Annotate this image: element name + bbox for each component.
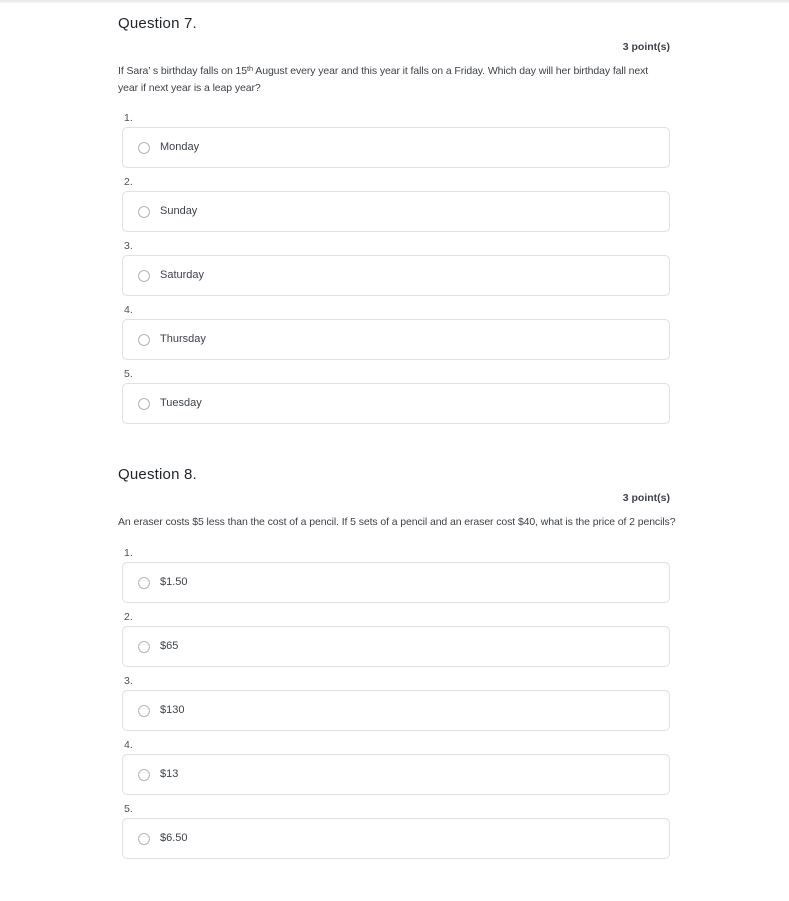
answer-option[interactable] — [122, 191, 670, 232]
option-label: Sunday — [160, 205, 198, 217]
option-label: Tuesday — [160, 397, 202, 409]
question-text-part: If Sara’ s birthday falls on 15 — [118, 65, 247, 77]
question-text-part: August every year and this year it falls on a Friday. Which day will her birthday fall next year if next year is a leap year? — [118, 65, 649, 94]
option-label: $6.50 — [160, 832, 188, 844]
option-row — [122, 112, 670, 168]
option-row — [122, 176, 670, 232]
radio-button[interactable] — [138, 398, 150, 410]
answer-option[interactable] — [122, 127, 670, 168]
option-label: Saturday — [160, 269, 205, 281]
answer-option[interactable] — [122, 690, 670, 731]
option-number: 2. — [124, 611, 133, 623]
option-number: 5. — [124, 368, 133, 380]
answer-option[interactable] — [122, 562, 670, 603]
answer-option[interactable] — [122, 626, 670, 667]
option-row — [122, 304, 670, 360]
answer-option[interactable] — [122, 255, 670, 296]
options-list — [118, 547, 670, 859]
question-text — [118, 514, 676, 531]
question-7-block — [118, 15, 670, 424]
option-label: Monday — [160, 141, 200, 153]
option-number: 3. — [124, 675, 133, 687]
radio-button[interactable] — [138, 641, 150, 653]
question-points: 3 point(s) — [622, 492, 670, 504]
option-label: Thursday — [160, 333, 206, 345]
option-number: 1. — [124, 112, 133, 124]
radio-button[interactable] — [138, 334, 150, 346]
option-row — [122, 240, 670, 296]
option-number: 4. — [124, 739, 133, 751]
option-row — [122, 675, 670, 731]
option-label: $65 — [160, 640, 179, 652]
option-row — [122, 611, 670, 667]
option-row — [122, 803, 670, 859]
option-number: 1. — [124, 547, 133, 559]
option-number: 4. — [124, 304, 133, 316]
radio-button[interactable] — [138, 705, 150, 717]
option-row — [122, 547, 670, 603]
quiz-content — [118, 3, 676, 859]
answer-option[interactable] — [122, 383, 670, 424]
option-label: $1.50 — [160, 576, 188, 588]
radio-button[interactable] — [138, 577, 150, 589]
option-label: $130 — [160, 704, 185, 716]
question-text-part: An eraser costs $5 less than the cost of a pencil. If 5 sets of a pencil and an eraser cost $40, what is the price of 2 pencils? — [118, 516, 676, 528]
option-row — [122, 739, 670, 795]
option-number: 5. — [124, 803, 133, 815]
answer-option[interactable] — [122, 818, 670, 859]
radio-button[interactable] — [138, 206, 150, 218]
radio-button[interactable] — [138, 270, 150, 282]
question-title: Question 7. — [118, 15, 197, 32]
answer-option[interactable] — [122, 319, 670, 360]
question-8-block — [118, 466, 676, 859]
radio-button[interactable] — [138, 833, 150, 845]
radio-button[interactable] — [138, 142, 150, 154]
question-text-superscript: th — [247, 63, 254, 73]
question-title: Question 8. — [118, 466, 197, 483]
answer-option[interactable] — [122, 754, 670, 795]
options-list — [118, 112, 670, 424]
question-points: 3 point(s) — [622, 41, 670, 53]
option-label: $13 — [160, 768, 179, 780]
question-text — [118, 63, 670, 96]
option-number: 3. — [124, 240, 133, 252]
option-row — [122, 368, 670, 424]
option-number: 2. — [124, 176, 133, 188]
radio-button[interactable] — [138, 769, 150, 781]
